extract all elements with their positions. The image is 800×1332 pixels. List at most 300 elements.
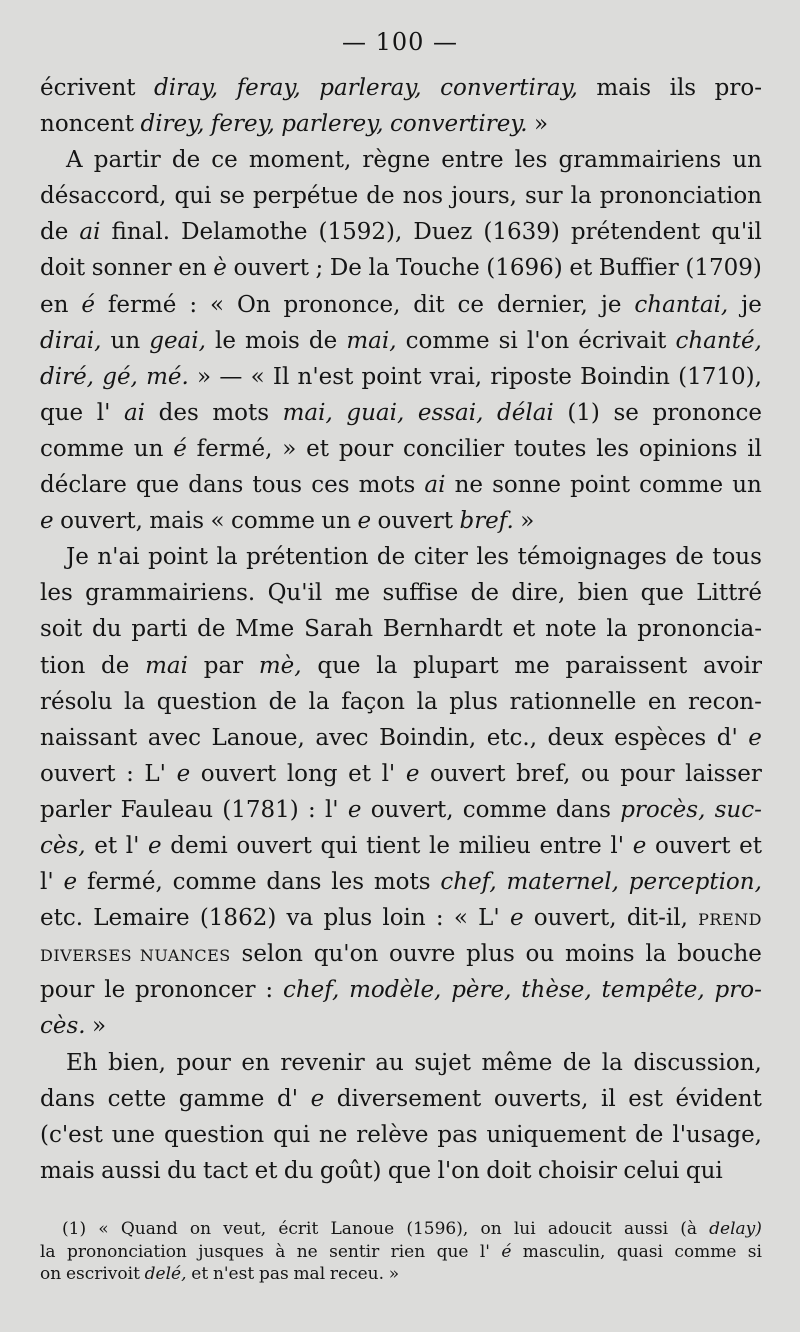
word: ouverts, [493, 1085, 589, 1112]
word: (1639) [483, 219, 560, 246]
word: Delamothe [181, 219, 308, 246]
word: de [635, 1121, 664, 1148]
italic-word: é [501, 1241, 512, 1262]
word: entre [441, 147, 504, 174]
word: L' [144, 760, 166, 787]
word: Buffier [598, 255, 679, 282]
word: noncent [40, 111, 135, 138]
italic-word: mè, [258, 652, 302, 679]
word: prononciation [599, 183, 762, 210]
italic-word: e [357, 508, 372, 535]
word: tient [366, 832, 421, 859]
word: ouvert [200, 760, 277, 787]
word: ouvert [654, 832, 731, 859]
word: fermé, [86, 869, 163, 896]
italic-word: e [176, 760, 191, 787]
word: dans [555, 796, 611, 823]
word: un [321, 508, 352, 535]
text-line [40, 431, 762, 467]
italic-word: é [81, 291, 95, 318]
word: grammairiens [558, 147, 722, 174]
italic-word: feray, [236, 75, 301, 101]
word: et [569, 255, 593, 282]
word: lui [513, 1219, 536, 1239]
word: (1596), [406, 1219, 469, 1239]
word: l'usage, [672, 1121, 762, 1148]
footnote [40, 1218, 762, 1286]
word: adoucit [547, 1219, 612, 1239]
word: façon [341, 688, 405, 715]
word: Duez [413, 219, 473, 246]
word: (1781) [222, 796, 299, 823]
small-caps-word: diverses nuances [40, 941, 231, 968]
word: question [156, 688, 257, 715]
word: opinions [638, 435, 738, 462]
word: parler [40, 796, 112, 823]
text-line [40, 467, 762, 503]
text-line [40, 142, 762, 178]
word: comme [674, 1241, 737, 1262]
word: un [110, 327, 141, 354]
word: plupart [413, 652, 499, 679]
italic-word: e [509, 905, 524, 932]
word: « [209, 291, 225, 318]
word: pas [258, 1264, 289, 1284]
word: de [40, 219, 69, 246]
word: pro- [714, 75, 762, 101]
text-line [40, 395, 762, 431]
italic-word: mai [145, 652, 188, 679]
word: plus [449, 688, 498, 715]
word: la [376, 652, 398, 679]
italic-word: e [632, 832, 647, 859]
word: note [545, 616, 597, 643]
word: (à [680, 1219, 697, 1239]
word: (1696) [486, 255, 563, 282]
word: citer [413, 544, 468, 571]
italic-word: e [63, 869, 78, 896]
italic-word: mai, [346, 327, 397, 354]
word: de [101, 652, 130, 679]
word: doit [486, 1157, 532, 1184]
word: perpétue [252, 183, 359, 210]
word: sonner [91, 255, 172, 282]
word: milieu [458, 832, 531, 859]
italic-word: thèse, [521, 977, 592, 1004]
word: uniquement [486, 1121, 627, 1148]
word: ou [525, 941, 555, 968]
word: demi [170, 832, 228, 859]
word: la [308, 688, 330, 715]
word: dans [40, 1085, 96, 1112]
italic-word: dirai, [40, 327, 102, 354]
italic-word: direy, [140, 111, 205, 138]
word: bouche [677, 941, 762, 968]
word: ne [318, 1121, 348, 1148]
word: par [203, 652, 244, 679]
word: Fauleau [120, 796, 214, 823]
italic-word: pro- [714, 977, 762, 1004]
word: désaccord, [40, 183, 167, 210]
italic-word: chanté, [675, 327, 762, 354]
word: Sarah [304, 616, 374, 643]
italic-word: e [40, 508, 54, 535]
word: les [331, 869, 365, 896]
word: fermé, [196, 435, 273, 462]
text-line [40, 792, 762, 828]
word: déclare [40, 472, 127, 499]
word: » [520, 508, 535, 535]
word: » [388, 1264, 400, 1284]
word: avec [147, 724, 201, 751]
word: pour [620, 760, 675, 787]
word: ouvert, [370, 796, 454, 823]
word: dit [413, 291, 445, 318]
word: « [210, 508, 225, 535]
word: (1592), [318, 219, 403, 246]
word: que [40, 399, 84, 426]
word: et [254, 1157, 278, 1184]
word: mal [293, 1264, 326, 1284]
word: on [480, 1219, 502, 1239]
word: d' [716, 724, 738, 751]
text-line [40, 611, 762, 647]
italic-word: essai, [417, 399, 484, 426]
word: comme [639, 472, 724, 499]
word: On [236, 291, 271, 318]
word: comme [40, 435, 124, 462]
word: un [732, 147, 762, 174]
word: partir [93, 147, 161, 174]
word: ne [296, 1241, 318, 1262]
word: l' [479, 1241, 490, 1262]
word: deux [547, 724, 604, 751]
word: Qu'il [267, 580, 323, 607]
text-line [40, 1153, 762, 1189]
word: évident [675, 1085, 762, 1112]
word: l' [125, 832, 140, 859]
word: plus [323, 905, 373, 932]
word: les [40, 580, 73, 607]
word: sur [525, 183, 563, 210]
word: ouvert [233, 255, 309, 282]
word: du [92, 616, 122, 643]
word: du [167, 1157, 197, 1184]
word: Lemaire [93, 905, 190, 932]
word: va [286, 905, 314, 932]
word: avoir [703, 652, 762, 679]
text-line [40, 214, 762, 250]
word: je [600, 291, 622, 318]
word: Boindin, [379, 724, 477, 751]
word: comme [172, 869, 257, 896]
word: écrit [278, 1219, 319, 1239]
word: goût) [319, 1157, 382, 1184]
word: question [163, 1121, 265, 1148]
word: l'on [526, 327, 570, 354]
word: qui [685, 1157, 723, 1184]
italic-word: e [347, 796, 362, 823]
italic-word: chef, [440, 869, 497, 896]
word: point [361, 363, 422, 390]
word: aussi [101, 1157, 161, 1184]
word: qui [273, 1121, 310, 1148]
word: A [66, 147, 83, 174]
word: je [741, 291, 762, 318]
word: de [366, 183, 395, 210]
word: entre [539, 832, 602, 859]
word: pour [176, 1049, 231, 1076]
word: : [189, 291, 198, 318]
italic-word: ai [79, 219, 101, 246]
word: : [435, 905, 444, 932]
word: si [498, 327, 518, 354]
word: mais [596, 75, 652, 101]
word: toutes [513, 435, 587, 462]
italic-word: convertirey. [389, 111, 528, 138]
word: parti [131, 616, 188, 643]
italic-word: mé. [146, 363, 189, 390]
word: pour [338, 435, 394, 462]
word: dire, [511, 580, 566, 607]
word: la [601, 1049, 623, 1076]
word: de [197, 616, 226, 643]
italic-word: e [148, 832, 162, 859]
word: le [104, 977, 126, 1004]
italic-word: e [748, 724, 762, 751]
word: un [133, 435, 164, 462]
word: mais [40, 1157, 95, 1184]
text-line [40, 972, 762, 1008]
word: tion [40, 652, 86, 679]
text-line [40, 106, 762, 142]
word: une [111, 1121, 156, 1148]
word: l' [324, 796, 339, 823]
word: les [514, 147, 548, 174]
word: Touche [396, 255, 480, 282]
word: ouvert [430, 760, 506, 787]
word: » [534, 111, 549, 138]
text-line [40, 250, 762, 286]
word: bref, [516, 760, 571, 787]
word: prétention [246, 544, 369, 571]
word: se [219, 183, 245, 210]
word: » [92, 1013, 107, 1040]
word: du [283, 1157, 314, 1184]
word: on [189, 1219, 212, 1239]
word: (1862) [199, 905, 277, 932]
word: Lanoue, [211, 724, 305, 751]
word: (1709) [685, 255, 762, 282]
word: que [135, 472, 180, 499]
word: on [40, 1264, 62, 1284]
word: la [606, 616, 628, 643]
word: dans [266, 869, 322, 896]
text-line [40, 178, 762, 214]
word: receu. [329, 1264, 385, 1284]
word: naissant [40, 724, 138, 751]
italic-word: perception, [628, 869, 762, 896]
italic-word: guai, [346, 399, 405, 426]
word: prétendent [570, 219, 701, 246]
word: long [286, 760, 338, 787]
word: écrivait [578, 327, 667, 354]
word: masculin, [522, 1241, 606, 1262]
word: L' [478, 905, 500, 932]
word: laisser [685, 760, 762, 787]
text-line [40, 323, 762, 359]
word: : [307, 796, 316, 823]
word: témoignages [517, 544, 667, 571]
word: les [596, 435, 630, 462]
word: ce [457, 291, 485, 318]
word: de [675, 544, 704, 571]
text-line [40, 828, 762, 864]
word: ou [580, 760, 610, 787]
page-number: — 100 — [341, 28, 459, 56]
word: et [348, 760, 371, 787]
word: » [197, 363, 212, 390]
word: en [40, 291, 69, 318]
word: Mme [235, 616, 295, 643]
italic-word: bref. [459, 508, 514, 535]
word: qui [320, 832, 358, 859]
word: etc., [486, 724, 538, 751]
word: et [191, 1264, 209, 1284]
word: le [215, 327, 236, 354]
word: de [562, 1049, 592, 1076]
word: selon [241, 941, 303, 968]
word: Boindin [580, 363, 670, 390]
word: l' [40, 869, 54, 896]
text-line [40, 575, 762, 611]
word: mots [373, 869, 431, 896]
word: De [329, 255, 362, 282]
word: pas [437, 1121, 478, 1148]
word: n'ai [97, 544, 140, 571]
word: comme [462, 796, 547, 823]
word: espèces [614, 724, 707, 751]
word: loin [382, 905, 426, 932]
text-line [40, 936, 762, 972]
word: au [375, 1049, 404, 1076]
word: Quand [120, 1219, 178, 1239]
word: se [613, 399, 639, 426]
word: résolu [40, 688, 113, 715]
italic-word: é [173, 435, 187, 462]
word: rationnelle [509, 688, 637, 715]
word: paraissent [565, 652, 688, 679]
word: l' [96, 399, 111, 426]
word: et [306, 435, 330, 462]
word: diversement [336, 1085, 482, 1112]
word: un [732, 472, 762, 499]
italic-word: delé, [144, 1264, 187, 1284]
italic-word: gé, [102, 363, 138, 390]
word: ouvert [377, 508, 454, 535]
italic-word: suc- [714, 796, 762, 823]
word: soit [40, 616, 83, 643]
word: tact [203, 1157, 249, 1184]
word: mots [358, 472, 416, 499]
word: ouvert [40, 760, 116, 787]
italic-word: mai, [282, 399, 333, 426]
word: prononcia- [637, 616, 762, 643]
word: (c'est [40, 1121, 103, 1148]
word: prononcer [135, 977, 256, 1004]
word: (1) [62, 1219, 87, 1239]
word: bien, [108, 1049, 166, 1076]
word: ouvert [236, 832, 312, 859]
word: relève [356, 1121, 429, 1148]
small-caps-word: prend [698, 905, 762, 932]
word: point [148, 544, 209, 571]
word: de [268, 688, 297, 715]
text-line [40, 1045, 762, 1081]
word: la [216, 544, 238, 571]
word: d' [276, 1085, 299, 1112]
word: et [739, 832, 762, 859]
word: doit [40, 255, 86, 282]
word: suffise [382, 580, 459, 607]
word: veut, [223, 1219, 267, 1239]
word: et [94, 832, 118, 859]
word: en [647, 688, 677, 715]
word: la [124, 688, 146, 715]
word: (1) [567, 399, 600, 426]
word: sujet [414, 1049, 471, 1076]
word: sentir [329, 1241, 380, 1262]
body-text [40, 70, 762, 1189]
text-line [40, 70, 762, 106]
word: prononce, [283, 291, 401, 318]
word: ils [669, 75, 697, 101]
word: jusques [198, 1241, 264, 1262]
word: moment, [248, 147, 352, 174]
text-line [40, 684, 762, 720]
word: l'on [437, 1157, 480, 1184]
word: bien [577, 580, 629, 607]
word: ouvert, [60, 508, 143, 535]
word: ce [211, 147, 238, 174]
word: escrivoit [65, 1264, 140, 1284]
word: etc. [40, 905, 84, 932]
word: discussion, [633, 1049, 762, 1076]
word: : [126, 760, 134, 787]
word: Bernhardt [382, 616, 503, 643]
word: (1710), [678, 363, 762, 390]
word: ouvre [389, 941, 456, 968]
word: comme [230, 508, 315, 535]
word: que [640, 580, 684, 607]
word: de [171, 147, 201, 174]
word: si [747, 1241, 762, 1262]
word: cette [107, 1085, 167, 1112]
italic-word: parleray, [319, 75, 422, 101]
word: que [436, 1241, 469, 1262]
word: me [334, 580, 371, 607]
word: l' [610, 832, 625, 859]
word: avec [315, 724, 369, 751]
word: Il [272, 363, 290, 390]
word: la [368, 255, 390, 282]
word: « [453, 905, 468, 932]
word: qu'on [313, 941, 379, 968]
word: » [282, 435, 297, 462]
word: plus [466, 941, 515, 968]
word: mois [245, 327, 300, 354]
word: la [570, 183, 592, 210]
